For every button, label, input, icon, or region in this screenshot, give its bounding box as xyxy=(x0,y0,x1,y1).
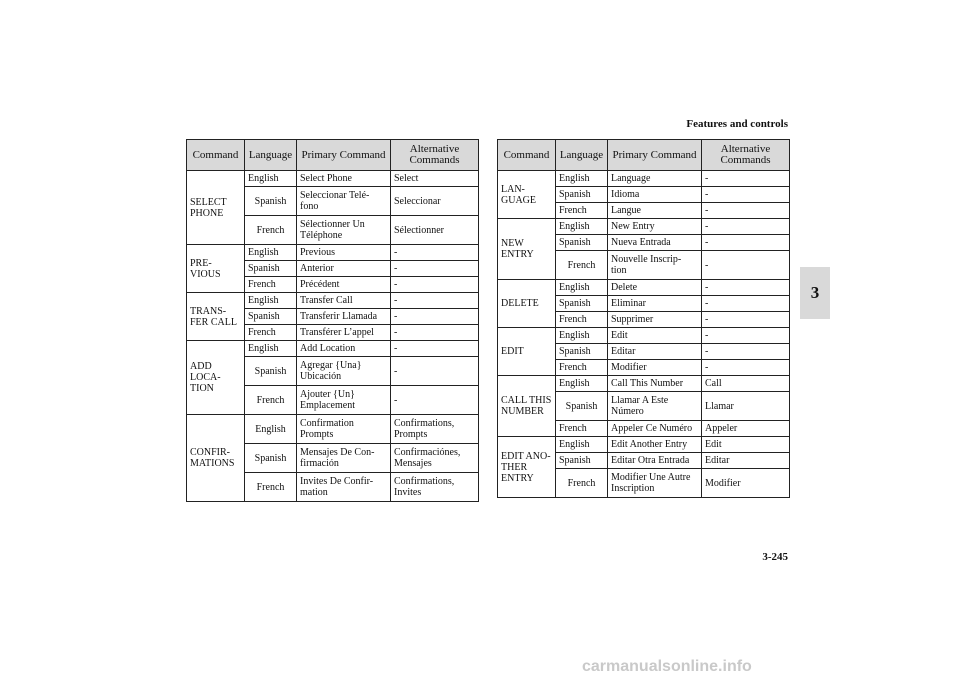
primary-command-cell: New Entry xyxy=(608,219,702,235)
alternative-command-cell: - xyxy=(391,386,479,415)
alternative-command-cell: - xyxy=(702,171,790,187)
language-cell: French xyxy=(245,473,297,502)
header-command: Command xyxy=(498,140,556,171)
language-cell: French xyxy=(245,277,297,293)
language-cell: French xyxy=(556,203,608,219)
language-cell: English xyxy=(556,171,608,187)
language-cell: English xyxy=(556,280,608,296)
primary-command-cell: Editar Otra Entrada xyxy=(608,453,702,469)
language-cell: French xyxy=(245,325,297,341)
language-cell: Spanish xyxy=(556,235,608,251)
table-row xyxy=(498,437,790,453)
language-cell: French xyxy=(245,386,297,415)
primary-command-cell: Appeler Ce Numéro xyxy=(608,421,702,437)
alternative-command-cell: Appeler xyxy=(702,421,790,437)
primary-command-cell: Add Location xyxy=(297,341,391,357)
primary-command-cell: Idioma xyxy=(608,187,702,203)
alternative-command-cell: - xyxy=(702,235,790,251)
language-cell: English xyxy=(245,341,297,357)
primary-command-cell: Langue xyxy=(608,203,702,219)
table-row xyxy=(187,341,479,357)
alternative-command-cell: - xyxy=(391,357,479,386)
primary-command-cell: Modifier Une Autre Inscription xyxy=(608,469,702,498)
alternative-command-cell: - xyxy=(702,360,790,376)
command-cell: LAN- GUAGE xyxy=(498,171,556,219)
alternative-command-cell: Confirmaciónes, Mensajes xyxy=(391,444,479,473)
alternative-command-cell: - xyxy=(702,296,790,312)
header-command: Command xyxy=(187,140,245,171)
primary-command-cell: Seleccionar Telé- fono xyxy=(297,187,391,216)
language-cell: Spanish xyxy=(556,187,608,203)
header-primary-command: Primary Command xyxy=(608,140,702,171)
table-row xyxy=(498,280,790,296)
primary-command-cell: Mensajes De Con- firmación xyxy=(297,444,391,473)
language-cell: English xyxy=(556,328,608,344)
header-language: Language xyxy=(245,140,297,171)
alternative-command-cell: - xyxy=(702,187,790,203)
language-cell: Spanish xyxy=(245,261,297,277)
alternative-command-cell: - xyxy=(702,344,790,360)
alternative-command-cell: - xyxy=(702,280,790,296)
alternative-command-cell: Edit xyxy=(702,437,790,453)
alternative-command-cell: - xyxy=(391,245,479,261)
language-cell: Spanish xyxy=(245,357,297,386)
alternative-command-cell: - xyxy=(391,341,479,357)
primary-command-cell: Editar xyxy=(608,344,702,360)
voice-command-table-right xyxy=(497,139,790,498)
primary-command-cell: Call This Number xyxy=(608,376,702,392)
command-cell: DELETE xyxy=(498,280,556,328)
command-cell: ADD LOCA- TION xyxy=(187,341,245,415)
language-cell: English xyxy=(556,437,608,453)
header-alternative-commands: Alternative Commands xyxy=(702,140,790,171)
table-row xyxy=(187,171,479,187)
header-language: Language xyxy=(556,140,608,171)
alternative-command-cell: - xyxy=(702,219,790,235)
command-cell: PRE- VIOUS xyxy=(187,245,245,293)
alternative-command-cell: - xyxy=(391,293,479,309)
table-header-row xyxy=(498,140,790,171)
primary-command-cell: Supprimer xyxy=(608,312,702,328)
header-alternative-commands: Alternative Commands xyxy=(391,140,479,171)
alternative-command-cell: - xyxy=(391,261,479,277)
language-cell: Spanish xyxy=(245,309,297,325)
primary-command-cell: Eliminar xyxy=(608,296,702,312)
primary-command-cell: Anterior xyxy=(297,261,391,277)
alternative-command-cell: Select xyxy=(391,171,479,187)
language-cell: Spanish xyxy=(556,453,608,469)
primary-command-cell: Nueva Entrada xyxy=(608,235,702,251)
command-cell: CONFIR- MATIONS xyxy=(187,415,245,502)
language-cell: Spanish xyxy=(556,296,608,312)
language-cell: English xyxy=(245,245,297,261)
primary-command-cell: Delete xyxy=(608,280,702,296)
page-header-title: Features and controls xyxy=(686,118,788,130)
command-cell: EDIT ANO- THER ENTRY xyxy=(498,437,556,498)
command-cell: CALL THIS NUMBER xyxy=(498,376,556,437)
language-cell: French xyxy=(556,312,608,328)
alternative-command-cell: - xyxy=(702,312,790,328)
primary-command-cell: Agregar {Una} Ubicación xyxy=(297,357,391,386)
alternative-command-cell: Modifier xyxy=(702,469,790,498)
alternative-command-cell: - xyxy=(391,309,479,325)
language-cell: English xyxy=(245,415,297,444)
table-row xyxy=(498,171,790,187)
language-cell: French xyxy=(556,469,608,498)
table-row xyxy=(498,376,790,392)
language-cell: Spanish xyxy=(556,344,608,360)
alternative-command-cell: - xyxy=(702,251,790,280)
alternative-command-cell: Call xyxy=(702,376,790,392)
primary-command-cell: Précédent xyxy=(297,277,391,293)
alternative-command-cell: Sélectionner xyxy=(391,216,479,245)
table-header-row xyxy=(187,140,479,171)
language-cell: French xyxy=(245,216,297,245)
primary-command-cell: Previous xyxy=(297,245,391,261)
table-row xyxy=(187,245,479,261)
alternative-command-cell: Editar xyxy=(702,453,790,469)
language-cell: Spanish xyxy=(245,444,297,473)
alternative-command-cell: - xyxy=(391,277,479,293)
alternative-command-cell: Confirmations, Invites xyxy=(391,473,479,502)
alternative-command-cell: Seleccionar xyxy=(391,187,479,216)
language-cell: French xyxy=(556,251,608,280)
table-row xyxy=(187,415,479,444)
table-row xyxy=(187,293,479,309)
primary-command-cell: Invites De Confir- mation xyxy=(297,473,391,502)
primary-command-cell: Edit xyxy=(608,328,702,344)
language-cell: English xyxy=(245,293,297,309)
command-cell: TRANS- FER CALL xyxy=(187,293,245,341)
alternative-command-cell: Confirmations, Prompts xyxy=(391,415,479,444)
alternative-command-cell: - xyxy=(702,328,790,344)
language-cell: French xyxy=(556,360,608,376)
primary-command-cell: Transfer Call xyxy=(297,293,391,309)
primary-command-cell: Edit Another Entry xyxy=(608,437,702,453)
primary-command-cell: Select Phone xyxy=(297,171,391,187)
table-row xyxy=(498,328,790,344)
alternative-command-cell: - xyxy=(391,325,479,341)
watermark-text: carmanualsonline.info xyxy=(582,658,752,675)
language-cell: English xyxy=(556,219,608,235)
language-cell: French xyxy=(556,421,608,437)
table-row xyxy=(498,219,790,235)
voice-command-table-left xyxy=(186,139,479,502)
command-cell: SELECT PHONE xyxy=(187,171,245,245)
primary-command-cell: Confirmation Prompts xyxy=(297,415,391,444)
language-cell: Spanish xyxy=(245,187,297,216)
alternative-command-cell: Llamar xyxy=(702,392,790,421)
primary-command-cell: Modifier xyxy=(608,360,702,376)
primary-command-cell: Llamar A Este Número xyxy=(608,392,702,421)
primary-command-cell: Nouvelle Inscrip- tion xyxy=(608,251,702,280)
primary-command-cell: Language xyxy=(608,171,702,187)
primary-command-cell: Transférer L’appel xyxy=(297,325,391,341)
page-number: 3-245 xyxy=(762,551,788,563)
alternative-command-cell: - xyxy=(702,203,790,219)
language-cell: Spanish xyxy=(556,392,608,421)
header-primary-command: Primary Command xyxy=(297,140,391,171)
language-cell: English xyxy=(245,171,297,187)
primary-command-cell: Transferir Llamada xyxy=(297,309,391,325)
chapter-tab: 3 xyxy=(800,267,830,319)
primary-command-cell: Ajouter {Un} Emplacement xyxy=(297,386,391,415)
primary-command-cell: Sélectionner Un Téléphone xyxy=(297,216,391,245)
command-cell: NEW ENTRY xyxy=(498,219,556,280)
command-cell: EDIT xyxy=(498,328,556,376)
language-cell: English xyxy=(556,376,608,392)
